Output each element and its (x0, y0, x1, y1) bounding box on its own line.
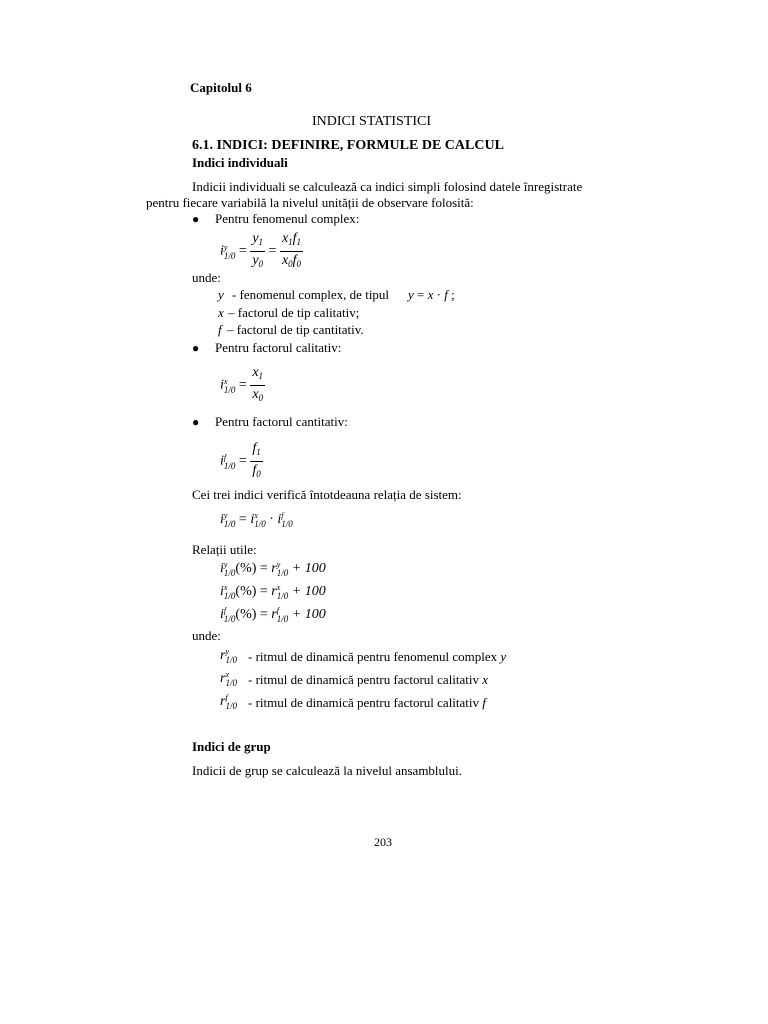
bullet-quantitative: Pentru factorul cantitativ: (215, 414, 348, 429)
formula-system: i y 1/0 = i x 1/0 · i f 1/0 (220, 511, 293, 529)
bullet-complex: Pentru fenomenul complex: (215, 211, 360, 226)
symbol-f: f (218, 322, 222, 337)
formula-percent-y: i y 1/0 (%) = r y 1/0 + 100 (220, 560, 326, 578)
page-title: INDICI STATISTICI (312, 114, 432, 129)
chapter-label: Capitolul 6 (190, 80, 252, 95)
page-number: 203 (374, 835, 392, 849)
formula-percent-f: i f 1/0 (%) = r f 1/0 + 100 (220, 606, 326, 624)
system-relation-text: Cei trei indici verifică întotdeauna relația de sistem: (192, 487, 462, 502)
symbol-r-f: r f 1/0 (220, 693, 237, 711)
formula-y-product: y = x · f ; (408, 287, 455, 302)
rhythm-f-text: - ritmul de dinamică pentru factorul calitativ f (248, 695, 486, 710)
section-heading: 6.1. INDICI: DEFINIRE, FORMULE DE CALCUL (192, 138, 504, 153)
formula-percent-x: i x 1/0 (%) = r x 1/0 + 100 (220, 583, 326, 601)
definition-x: – factorul de tip calitativ; (228, 305, 360, 320)
formula-index-y: i y 1/0 = $\frac{y_1}{y_0}$ = $\frac{x_1f_1}{x_0f_0}$ (220, 231, 302, 269)
group-text: Indicii de grup se calculează la nivelul ansamblului. (192, 763, 463, 778)
symbol-y: y (218, 287, 224, 302)
definition-f: – factorul de tip cantitativ. (227, 322, 364, 337)
bullet-qualitative: Pentru factorul calitativ: (215, 340, 342, 355)
symbol-r-y: r y 1/0 (220, 647, 237, 665)
intro-line-2: pentru fiecare variabilă la nivelul unității de observare folosită: (146, 195, 474, 210)
formula-index-f: i f 1/0 = $\frac{f_1}{f_0}$ (220, 441, 261, 479)
unde-label-2: unde: (192, 628, 221, 643)
formula-index-x: i x 1/0 = $\frac{x_1}{x_0}$ (220, 365, 264, 403)
intro-line-1: Indicii individuali se calculează ca indici simpli folosind datele înregistrate (192, 179, 583, 194)
bullet-icon: ● (192, 341, 200, 355)
subsection-heading-group: Indici de grup (192, 739, 271, 754)
subsection-heading-individual: Indici individuali (192, 155, 288, 170)
useful-relations-label: Relații utile: (192, 542, 257, 557)
bullet-icon: ● (192, 415, 200, 429)
definition-y: - fenomenul complex, de tipul (232, 287, 390, 302)
rhythm-y-text: - ritmul de dinamică pentru fenomenul complex y (248, 649, 507, 664)
symbol-r-x: r x 1/0 (220, 670, 237, 688)
symbol-x: x (218, 305, 224, 320)
unde-label-1: unde: (192, 270, 221, 285)
bullet-icon: ● (192, 212, 200, 226)
rhythm-x-text: - ritmul de dinamică pentru factorul calitativ x (248, 672, 489, 687)
